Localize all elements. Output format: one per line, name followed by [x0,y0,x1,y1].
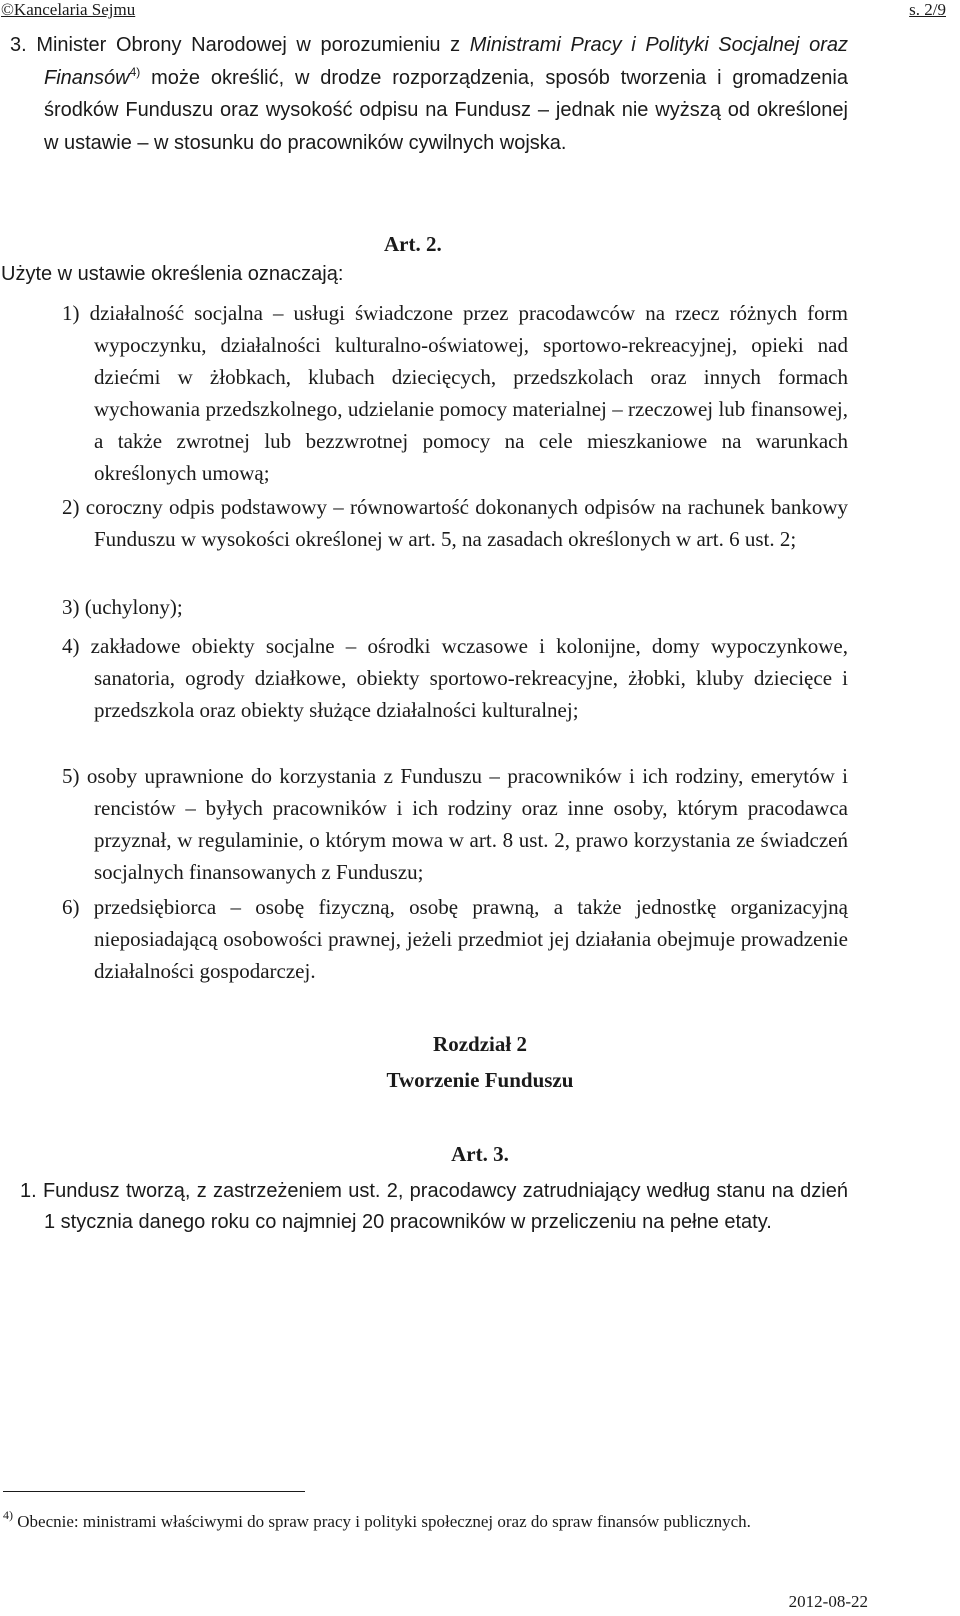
copyright-link[interactable]: ©Kancelaria Sejmu [1,0,136,19]
footnote-ref[interactable]: 4) [129,64,141,79]
footnote-separator [3,1491,305,1492]
definition-item: 3) (uchylony); [62,595,183,619]
paragraph-text-b: może określić, w drodze rozporządzenia, sposób tworzenia i gromadzenia środków Funduszu oraz wysokość odpisu na Fundusz – jednak nie wyższą od określonej w ustawie – w stosunku do pracowników cywilnych wojska. [44,66,848,154]
paragraph-3 [10,29,848,159]
definition-item: 5) osoby uprawnione do korzystania z Funduszu – pracowników i ich rodziny, emerytów i rencistów – byłych pracowników i ich rodziny oraz inne osoby, którym pracodawca przyznał, w regulaminie, o którym mowa w art. 8 ust. 2, prawo korzystania ze świadczeń socjalnych finansowanych z Funduszu; [62,764,848,884]
paragraph-number: 3. [10,34,27,56]
paragraph-text-a: Minister Obrony Narodowej w porozumieniu z [36,34,470,56]
paragraph-italic: Ministrami Pracy i Polityki Socjalnej oraz Finansów [44,34,848,89]
header-copyright[interactable] [1,0,135,20]
header-page-number [909,0,946,20]
article-3-paragraph-1: 1. Fundusz tworzą, z zastrzeżeniem ust. 2, pracodawcy zatrudniający według stanu na dzień 1 stycznia danego roku co najmniej 20 pracowników w przeliczeniu na pełne etaty. [20,1180,848,1233]
footnote [3,1510,848,1534]
definition-item: 4) zakładowe obiekty socjalne – ośrodki wczasowe i kolonijne, domy wypoczynkowe, sanatoria, ogrody działkowe, obiekty sportowo-rekreacyjne, żłobki, kluby dziecięce i przedszkola oraz obiekty służące działalności kulturalnej; [62,634,848,722]
footnote-text: Obecnie: ministrami właściwymi do spraw pracy i polityki społecznej oraz do spraw finansów publicznych. [17,1512,751,1531]
footnote-marker: 4) [3,1508,13,1522]
article-2-intro: Użyte w ustawie określenia oznaczają: [1,263,344,285]
definition-item: 6) przedsiębiorca – osobę fizyczną, osobę prawną, a także jednostkę organizacyjną nieposiadającą osobowości prawnej, jeżeli przedmiot jej działania obejmuje prowadzenie działalności gospodarczej. [62,895,848,983]
page-indicator: s. 2/9 [909,0,946,19]
definition-item: 2) coroczny odpis podstawowy – równowartość dokonanych odpisów na rachunek bankowy Funduszu w wysokości określonej w art. 5, na zasadach określonych w art. 6 ust. 2; [62,495,848,551]
footer-date: 2012-08-22 [788,1592,868,1611]
article-2-title: Art. 2. [384,232,442,256]
definition-item: 1) działalność socjalna – usługi świadczone przez pracodawców na rzecz różnych form wypoczynku, działalności kulturalno-oświatowej, sportowo-rekreacyjnej, opieki nad dziećmi w żłobkach, klubach dziecięcych, przedszkolach oraz innych formach wychowania przedszkolnego, udzielanie pomocy materialnej – rzeczowej lub finansowej, a także zwrotnej lub bezzwrotnej pomocy na cele mieszkaniowe na warunkach określonych umową; [62,301,848,485]
chapter-title: Tworzenie Funduszu [386,1068,574,1092]
article-3-title: Art. 3. [451,1142,509,1166]
chapter-number: Rozdział 2 [433,1032,527,1056]
